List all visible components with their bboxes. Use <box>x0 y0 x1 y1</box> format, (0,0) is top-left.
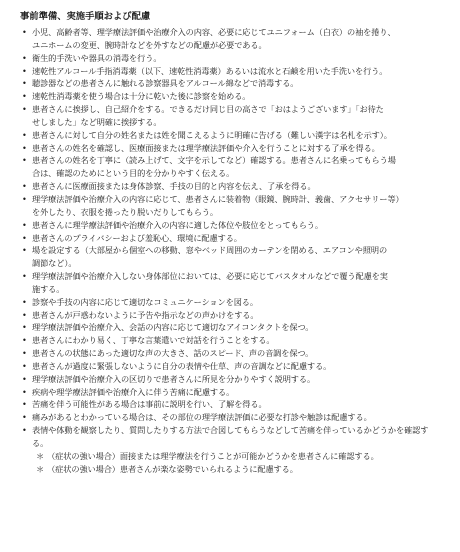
list-item <box>20 77 444 90</box>
bullet-icon: • <box>22 78 27 89</box>
list-item-text: 苦痛を伴う可能性がある場合は事前に説明を行い、了解を得る。 <box>32 399 267 410</box>
list-item <box>20 180 444 193</box>
note-text: （症状の強い場合）面接または理学療法を行うことが可能かどうかを患者さんに確認する。 <box>47 450 379 461</box>
note-text: （症状の強い場合）患者さんが楽な姿勢でいられるように配慮する。 <box>47 463 298 474</box>
list-item-text: 患者さんにわかり易く、丁寧な言葉遣いで対話を行うことをする。 <box>32 335 275 346</box>
list-item <box>20 39 444 52</box>
procedure-list <box>20 26 444 450</box>
note-item <box>36 463 444 476</box>
bullet-icon: • <box>22 296 27 307</box>
list-item <box>20 309 444 322</box>
bullet-icon: • <box>22 412 27 423</box>
list-item-text: 患者さんに対して自分の姓名または姓を聞こえるように明確に告げる（難しい漢字は名札を示す）。 <box>32 129 392 140</box>
bullet-icon: • <box>22 91 27 102</box>
list-item-text: ユニホームの変更、腕時計などを外すなどの配慮が必要である。 <box>32 39 267 50</box>
list-item-text: せしました」など明確に挨拶する。 <box>32 116 162 127</box>
list-item <box>20 129 444 142</box>
list-item <box>20 424 444 450</box>
list-item <box>20 398 444 411</box>
bullet-icon: • <box>22 181 27 192</box>
list-item-text: 患者さんに挨拶し、自己紹介をする。できるだけ同じ目の高さで「おはようございます」「お待た <box>32 104 384 115</box>
list-item <box>20 142 444 155</box>
bullet-icon: • <box>22 219 27 230</box>
bullet-icon: • <box>22 155 27 166</box>
bullet-icon: • <box>22 27 27 37</box>
bullet-icon: • <box>22 52 27 63</box>
list-item-text: 速乾性アルコール手指消毒薬（以下、速乾性消毒薬）あるいは流水と石鹸を用いた手洗いを行う。 <box>32 65 388 76</box>
bullet-icon: • <box>22 322 27 333</box>
list-item <box>20 334 444 347</box>
list-item-text: 速乾性消毒薬を使う場合は十分に乾いた後に診察を始める。 <box>32 91 251 102</box>
list-item <box>20 193 444 206</box>
bullet-icon: • <box>22 425 27 436</box>
list-item-text: 施する。 <box>32 283 65 294</box>
list-item <box>20 116 444 129</box>
bullet-icon: • <box>22 360 27 371</box>
list-item-text: 理学療法評価や治療介入の内容に応じて、患者さんに装着物（眼鏡、腕時計、義歯、アクセサリー等） <box>32 193 404 204</box>
list-item <box>20 219 444 232</box>
list-item-text: 合は、確認のためにという目的を分かりやすく伝える。 <box>32 168 235 179</box>
list-item-text: 場を設定する（大部屋から個室への移動、窓やベッド周囲のカーテンを閉める、エアコンや照明の <box>32 245 388 256</box>
bullet-icon: • <box>22 104 27 115</box>
bullet-icon: • <box>22 309 27 320</box>
list-item <box>20 26 444 39</box>
list-item <box>20 321 444 334</box>
bullet-icon: • <box>22 373 27 384</box>
list-item-text: 痛みがあるとわかっている場合は、その部位の理学療法評価に必要な打診や触診は配慮する。 <box>32 412 372 423</box>
bullet-icon: • <box>22 129 27 140</box>
list-item <box>20 373 444 386</box>
note-item <box>36 450 444 463</box>
bullet-icon: • <box>22 142 27 153</box>
list-item-text: 患者さんの状態にあった適切な声の大きさ、話のスピード、声の音調を保つ。 <box>32 348 314 359</box>
asterisk-icon: ＊ <box>36 450 45 461</box>
bullet-icon: • <box>22 386 27 397</box>
asterisk-icon: ＊ <box>36 463 45 474</box>
list-item-text: 診察や手技の内容に応じて適切なコミュニケーションを図る。 <box>32 296 258 307</box>
section-heading: 事前準備、実施手順および配慮 <box>20 11 151 22</box>
list-item <box>20 296 444 309</box>
bullet-icon: • <box>22 65 27 76</box>
list-item-text: 小児、高齢者等、理学療法評価や治療介入の内容、必要に応じてユニフォーム（白衣）の袖を捲り、 <box>32 27 396 37</box>
list-item <box>20 347 444 360</box>
list-item-text: を外したり、衣服を捲ったり脱いだりしてもらう。 <box>32 206 219 217</box>
list-item <box>20 103 444 116</box>
list-item <box>20 232 444 245</box>
bullet-icon: • <box>22 232 27 243</box>
list-item <box>20 154 444 167</box>
list-item-text: 患者さんが過度に緊張しないように自分の表情や仕草、声の音調などに配慮する。 <box>32 360 332 371</box>
list-item-text: 患者さんの姓名を丁寧に（読み上げて、文字を示してなど）確認する。患者さんに名乗ってもらう場 <box>32 155 396 166</box>
bullet-icon: • <box>22 335 27 346</box>
list-item <box>20 283 444 296</box>
list-item-text: 聴診器などの患者さんに触れる診察器具をアルコール綿などで消毒する。 <box>32 78 299 89</box>
list-item-text: 調節など）。 <box>32 258 77 269</box>
bullet-icon: • <box>22 193 27 204</box>
list-item <box>20 167 444 180</box>
list-item-text: 表情や体動を観察したり、質問したりする方法で合図してもらうなどして苦痛を伴っているかどうかを確認する。 <box>32 425 429 448</box>
list-item-text: 患者さんの姓名を確認し、医療面接または理学療法評価や介入を行うことに対する了承を得る。 <box>32 142 380 153</box>
bullet-icon: • <box>22 348 27 359</box>
bullet-icon: • <box>22 399 27 410</box>
list-item-text: 衛生的手洗いや器具の消毒を行う。 <box>32 52 162 63</box>
bullet-icon: • <box>22 245 27 256</box>
list-item <box>20 90 444 103</box>
list-item <box>20 52 444 65</box>
list-item <box>20 206 444 219</box>
list-item-text: 患者さんが戸惑わないように予告や指示などの声かけをする。 <box>32 309 259 320</box>
list-item-text: 理学療法評価や治療介入しない身体部位においては、必要に応じてバスタオルなどで覆う配慮を実 <box>32 271 388 282</box>
list-item-text: 疾病や理学療法評価や治療介入に伴う苦痛に配慮する。 <box>32 386 235 397</box>
list-item-text: 理学療法評価や治療介入、会話の内容に応じて適切なアイコンタクトを保つ。 <box>32 322 314 333</box>
list-item <box>20 270 444 283</box>
list-item <box>20 244 444 257</box>
list-item <box>20 65 444 78</box>
notes-list <box>20 450 444 476</box>
list-item <box>20 386 444 399</box>
list-item-text: 理学療法評価や治療介入の区切りで患者さんに所見を分かりやすく説明する。 <box>32 373 316 384</box>
list-item-text: 患者さんに理学療法評価や治療介入の内容に適した体位や肢位をとってもらう。 <box>32 219 323 230</box>
bullet-icon: • <box>22 271 27 282</box>
list-item-text: 患者さんのプライバシーおよび羞恥心、環境に配慮する。 <box>32 232 242 243</box>
list-item <box>20 360 444 373</box>
list-item-text: 患者さんに医療面接または身体診察、手技の目的と内容を伝え、了承を得る。 <box>32 181 316 192</box>
list-item <box>20 411 444 424</box>
list-item <box>20 257 444 270</box>
